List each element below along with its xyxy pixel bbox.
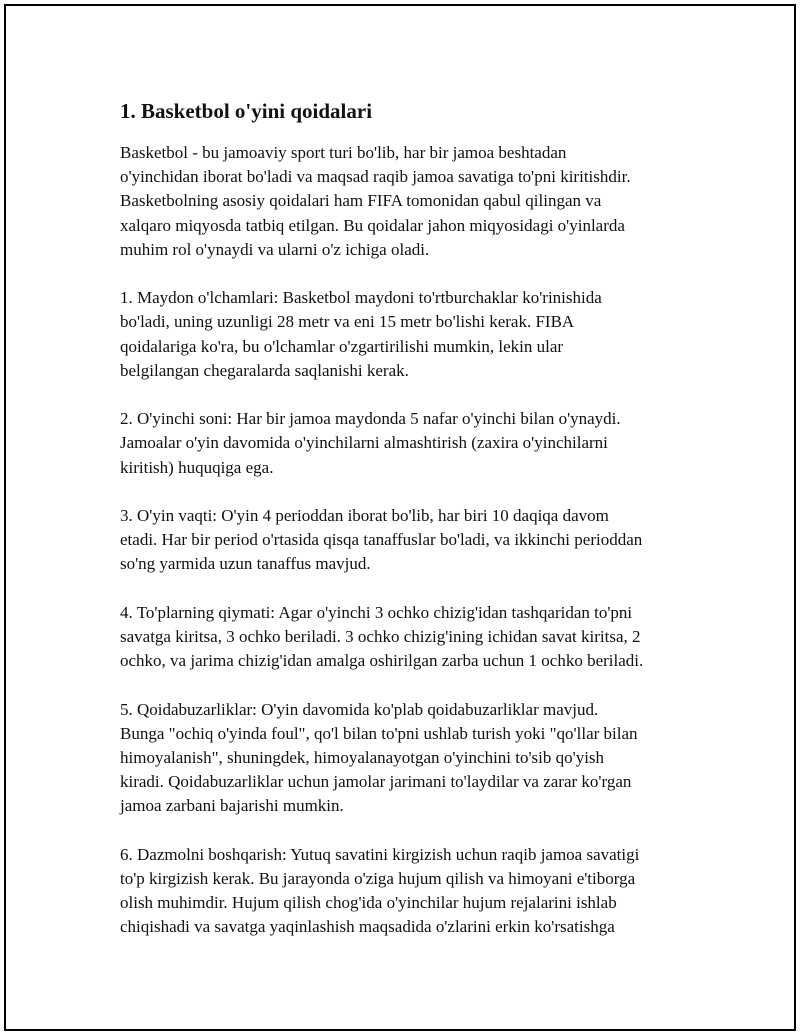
- paragraph: [120, 141, 700, 262]
- document-title: 1. Basketbol o'yini qoidalari: [120, 99, 373, 123]
- paragraph-line: o'yinchidan iborat bo'ladi va maqsad raqib jamoa savatiga to'pni kiritishdir.: [120, 167, 631, 187]
- paragraph: [120, 286, 700, 383]
- paragraph-line: 1. Maydon o'lchamlari: Basketbol maydoni to'rtburchaklar ko'rinishida: [120, 288, 602, 308]
- paragraph-line: himoyalanish", shuningdek, himoyalanayotgan o'yinchini to'sib qo'yish: [120, 748, 605, 767]
- paragraph-line: 5. Qoidabuzarliklar: O'yin davomida ko'plab qoidabuzarliklar mavjud.: [120, 699, 599, 719]
- paragraph-line: ochko, va jarima chizig'idan amalga oshirilgan zarba uchun 1 ochko beriladi.: [120, 651, 644, 671]
- paragraph-line: Basketbol - bu jamoaviy sport turi bo'lib, har bir jamoa beshtadan: [120, 143, 567, 162]
- paragraph-line: Basketbolning asosiy qoidalari ham FIFA tomonidan qabul qilingan va: [120, 191, 602, 211]
- paragraph-line: Jamoalar o'yin davomida o'yinchilarni almashtirish (zaxira o'yinchilarni: [120, 433, 608, 453]
- paragraph-line: olish muhimdir. Hujum qilish chog'ida o'yinchilar hujum rejalarini ishlab: [120, 893, 617, 913]
- paragraph-line: kiritish) huquqiga ega.: [120, 457, 274, 477]
- paragraph-line: savatga kiritsa, 3 ochko beriladi. 3 ochko chizig'ining ichidan savat kiritsa, 2: [120, 627, 641, 646]
- paragraph-list: [120, 141, 700, 940]
- paragraph-line: 3. O'yin vaqti: O'yin 4 perioddan iborat bo'lib, har biri 10 daqiqa davom: [120, 506, 609, 525]
- paragraph-line: kiradi. Qoidabuzarliklar uchun jamolar jarimani to'laydilar va zarar ko'rgan: [120, 772, 632, 792]
- paragraph-line: muhim rol o'ynaydi va ularni o'z ichiga oladi.: [120, 239, 430, 259]
- paragraph-line: 4. To'plarning qiymati: Agar o'yinchi 3 ochko chizig'idan tashqaridan to'pni: [120, 602, 633, 622]
- paragraph-line: so'ng yarmida uzun tanaffus mavjud.: [120, 554, 371, 574]
- page-frame: [4, 4, 796, 1031]
- paragraph: [120, 407, 700, 480]
- paragraph-line: 6. Dazmolni boshqarish: Yutuq savatini kirgizish uchun raqib jamoa savatigi: [120, 844, 640, 864]
- paragraph-line: to'p kirgizish kerak. Bu jarayonda o'ziga hujum qilish va himoyani e'tiborga: [120, 869, 636, 888]
- paragraph-line: belgilangan chegaralarda saqlanishi kerak.: [120, 360, 409, 380]
- paragraph: [120, 698, 700, 819]
- paragraph-line: chiqishadi va savatga yaqinlashish maqsadida o'zlarini erkin ko'rsatishga: [120, 917, 615, 937]
- paragraph: [120, 601, 700, 674]
- document-body: [120, 98, 700, 964]
- paragraph-line: etadi. Har bir period o'rtasida qisqa tanaffuslar bo'ladi, va ikkinchi perioddan: [120, 530, 643, 550]
- paragraph-line: 2. O'yinchi soni: Har bir jamoa maydonda 5 nafar o'yinchi bilan o'ynaydi.: [120, 409, 621, 429]
- paragraph-line: Bunga "ochiq o'yinda foul", qo'l bilan to'pni ushlab turish yoki "qo'llar bilan: [120, 723, 638, 743]
- paragraph: [120, 843, 700, 940]
- paragraph-line: qoidalariga ko'ra, bu o'lchamlar o'zgartirilishi mumkin, lekin ular: [120, 336, 564, 356]
- paragraph-line: jamoa zarbani bajarishi mumkin.: [120, 796, 344, 816]
- paragraph-line: bo'ladi, uning uzunligi 28 metr va eni 15 metr bo'lishi kerak. FIBA: [120, 312, 575, 332]
- paragraph-line: xalqaro miqyosda tatbiq etilgan. Bu qoidalar jahon miqyosidagi o'yinlarda: [120, 215, 625, 235]
- paragraph: [120, 504, 700, 577]
